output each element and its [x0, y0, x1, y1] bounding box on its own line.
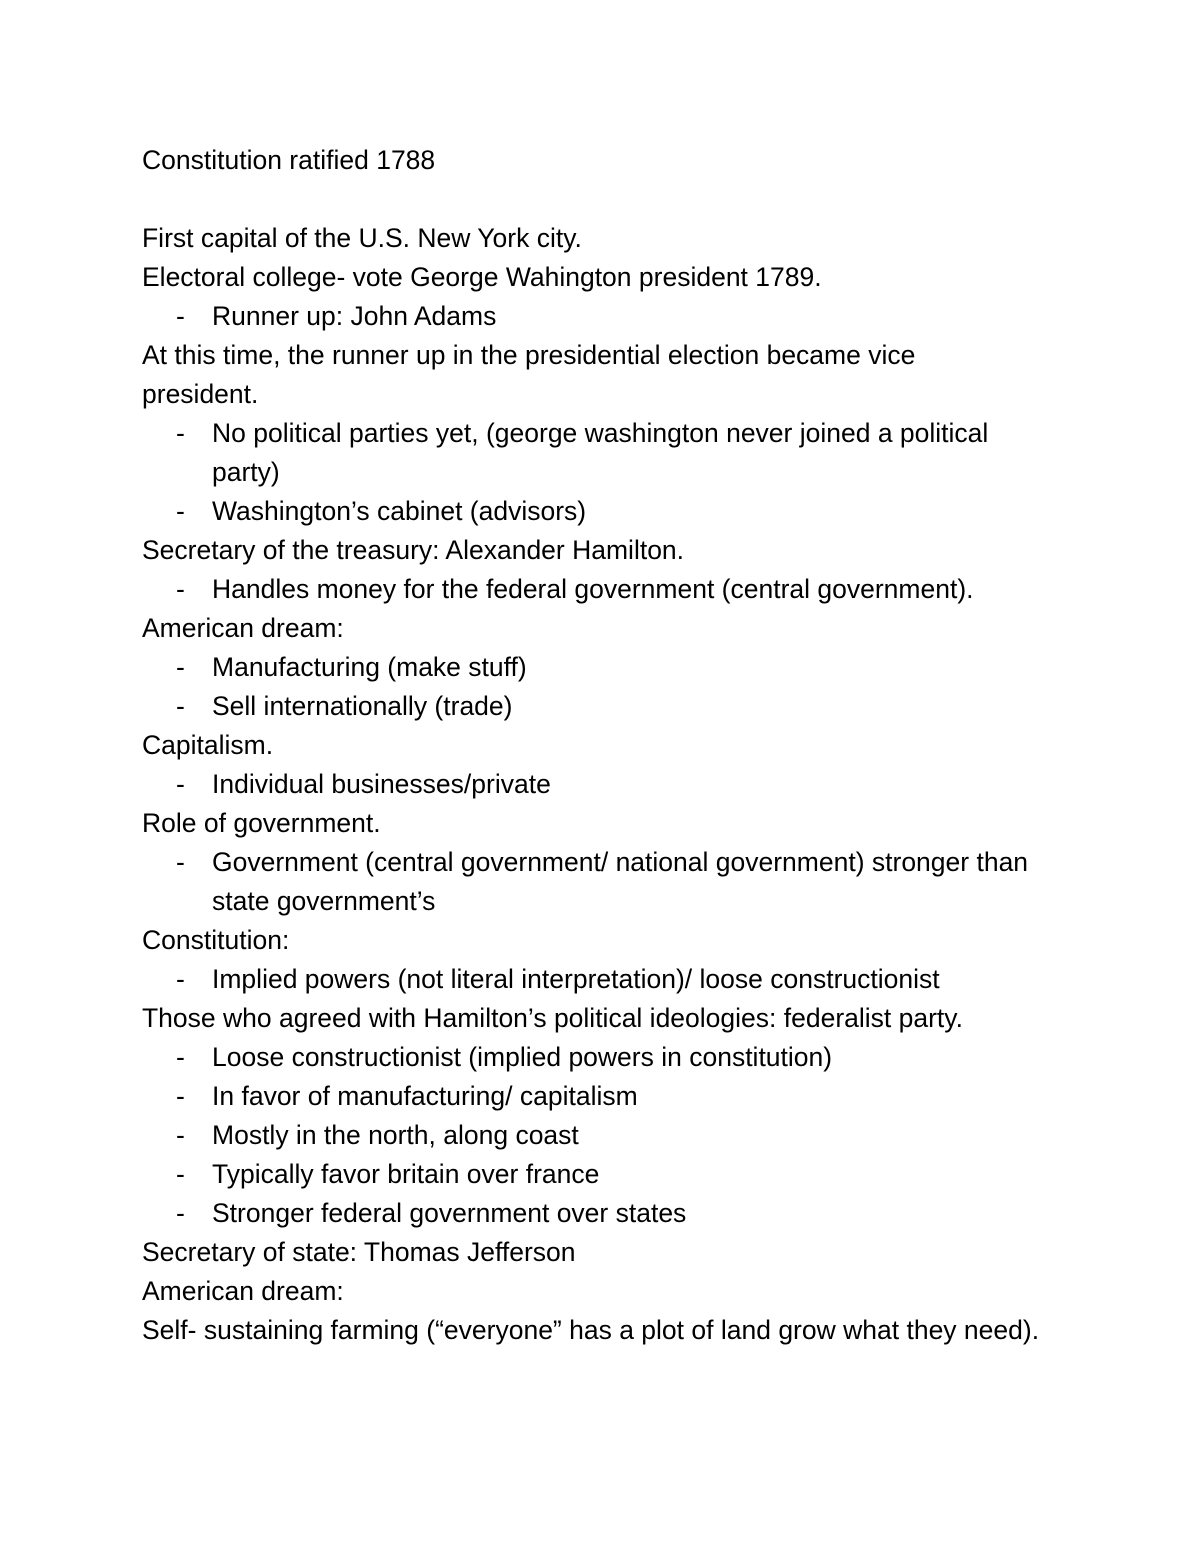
bullet-dash: - — [176, 574, 185, 604]
bullet-text: Washington’s cabinet (advisors) — [212, 496, 587, 526]
bullet-text: In favor of manufacturing/ capitalism — [212, 1081, 638, 1111]
bullet-text: Stronger federal government over states — [212, 1198, 687, 1228]
paragraph-american-dream: American dream: — [142, 613, 344, 643]
bullet-dash: - — [176, 1042, 185, 1072]
paragraph-american-dream-2: American dream: — [142, 1276, 344, 1306]
bullet-text: Implied powers (not literal interpretation)/ loose constructionist — [212, 964, 940, 994]
bullet-dash: - — [176, 1120, 185, 1150]
blank-line — [142, 180, 1072, 219]
bullet-item — [142, 570, 1072, 609]
bullet-dash: - — [176, 496, 185, 526]
bullet-item — [142, 765, 1072, 804]
bullet-item — [142, 687, 1072, 726]
paragraph-treasury: Secretary of the treasury: Alexander Hamilton. — [142, 535, 685, 565]
bullet-item — [142, 960, 1072, 999]
bullet-dash: - — [176, 847, 185, 877]
bullet-item — [142, 1077, 1072, 1116]
paragraph-self-sustaining: Self- sustaining farming (“everyone” has a plot of land grow what they need). — [142, 1315, 1040, 1345]
bullet-text: Typically favor britain over france — [212, 1159, 600, 1189]
paragraph-role-of-government: Role of government. — [142, 808, 381, 838]
bullet-dash: - — [176, 769, 185, 799]
paragraph-secretary-of-state: Secretary of state: Thomas Jefferson — [142, 1237, 576, 1267]
bullet-dash: - — [176, 691, 185, 721]
paragraph-runner-up: At this time, the runner up in the presidential election became vice president. — [142, 340, 916, 409]
notes-body — [142, 141, 1072, 1350]
bullet-text: Sell internationally (trade) — [212, 691, 513, 721]
bullet-item — [142, 492, 1072, 531]
paragraph-federalist-party: Those who agreed with Hamilton’s political ideologies: federalist party. — [142, 1003, 963, 1033]
paragraph-capitalism: Capitalism. — [142, 730, 274, 760]
bullet-text: Handles money for the federal government (central government). — [212, 574, 974, 604]
bullet-text: Manufacturing (make stuff) — [212, 652, 527, 682]
paragraph-constitution: Constitution: — [142, 925, 290, 955]
bullet-dash: - — [176, 301, 185, 331]
bullet-item — [142, 297, 1072, 336]
bullet-dash: - — [176, 418, 185, 448]
bullet-item — [142, 1116, 1072, 1155]
paragraph-electoral-college: Electoral college- vote George Wahington president 1789. — [142, 262, 822, 292]
bullet-item — [142, 1194, 1072, 1233]
bullet-dash: - — [176, 1159, 185, 1189]
bullet-item — [142, 843, 1072, 921]
bullet-item — [142, 1155, 1072, 1194]
bullet-text: Mostly in the north, along coast — [212, 1120, 579, 1150]
bullet-text: Loose constructionist (implied powers in constitution) — [212, 1042, 833, 1072]
bullet-text: Runner up: John Adams — [212, 301, 497, 331]
bullet-text: No political parties yet, (george washington never joined a political party) — [212, 418, 989, 487]
bullet-dash: - — [176, 1198, 185, 1228]
bullet-text: Individual businesses/private — [212, 769, 551, 799]
bullet-text: Government (central government/ national government) stronger than state government’s — [212, 847, 1029, 916]
bullet-dash: - — [176, 1081, 185, 1111]
bullet-item — [142, 414, 1072, 492]
paragraph-first-capital: First capital of the U.S. New York city. — [142, 223, 582, 253]
bullet-dash: - — [176, 964, 185, 994]
bullet-item — [142, 1038, 1072, 1077]
notes-title: Constitution ratified 1788 — [142, 145, 436, 175]
bullet-item — [142, 648, 1072, 687]
bullet-dash: - — [176, 652, 185, 682]
